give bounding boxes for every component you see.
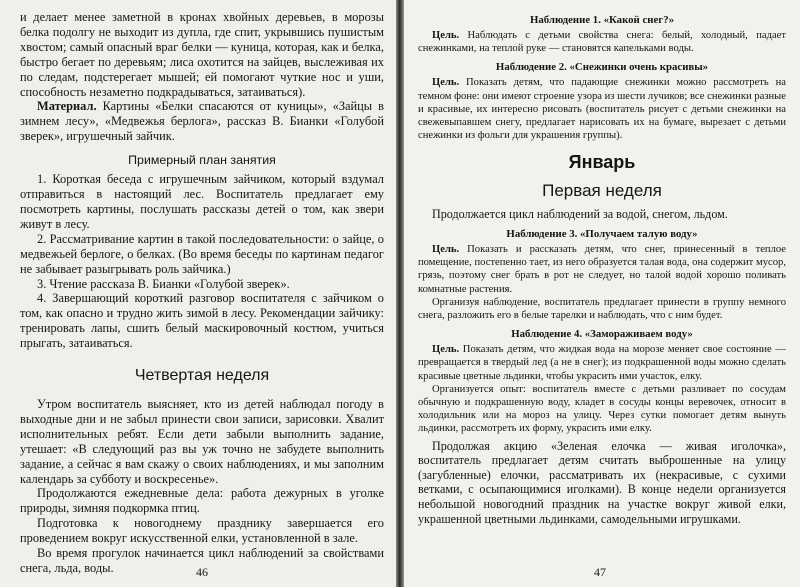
- observation-4-title: Наблюдение 4. «Замораживаем воду»: [511, 328, 693, 341]
- week-intro: Продолжается цикл наблюдений за водой, снегом, льдом.: [432, 207, 728, 222]
- material-paragraph: [20, 99, 384, 144]
- left-page: [0, 0, 396, 587]
- plan-item-2: 2. Рассматривание картин в такой последовательности: о зайце, о медвежьей берлоге, о белках. (Во время беседы по картинам педагог не забывает разыгрывать роль зайчика.): [20, 231, 384, 276]
- observation-2-title: Наблюдение 2. «Снежинки очень красивы»: [495, 61, 709, 74]
- month-heading: Январь: [568, 152, 636, 173]
- goal-text: Показать и рассказать детям, что снег, принесенный в теплое помещение, постепенно тает, из него образуется талая вода, она содержит мусор, грязь, поэтому снег брать в рот не следует, но талой водой хорошо поливать комнатные растения.: [418, 244, 786, 295]
- goal-text: Показать детям, что жидкая вода на морозе меняет свое состояние — превращается в твердый лед (а не в снег); из подкрашенной воды можно сделать красивые цветные льдинки, чтобы украсить ими участок, елку.: [418, 344, 786, 382]
- page-number: 47: [594, 565, 606, 579]
- week-heading: Четвертая неделя: [134, 367, 270, 385]
- plan-item-1: 1. Короткая беседа с игрушечным зайчиком, который вздумал отправиться в настоящий лес. Воспитатель предлагает ему посмотреть картины, послушать рассказы детей о том, как звери живут в лесу.: [20, 172, 384, 231]
- plan-item-4: 4. Завершающий короткий разговор воспитателя с зайчиком о том, как опасно и трудно жить зимой в лесу. Рекомендации зайчику: тренировать лапы, сшить белый маскировочный костюм, учиться прыгать, затаиваться.: [20, 291, 384, 351]
- observation-1-title: Наблюдение 1. «Какой снег?»: [530, 14, 674, 26]
- week-paragraph-4: Во время прогулок начинается цикл наблюдений за свойствами снега, льда, воды.: [20, 546, 384, 575]
- observation-1-goal: [418, 29, 786, 55]
- left-intro-paragraph: и делает менее заметной в кронах хвойных деревьев, в морозы белка подолгу не выходит из дупла, где спит, укрывшись пушистым хвостом; самый опасный враг белки — куница, которая, как и белка, быстро бегает по деревьям; лиса охотится на зайцев, выслеживая их по следам, подстерегает мышей; ей помогают чуткие нос и уши, способность незаметно подкрадываться, затаиваться).: [20, 10, 384, 99]
- book-gutter: [396, 0, 404, 587]
- goal-label: Цель.: [432, 30, 460, 41]
- page-number: 46: [196, 565, 208, 579]
- goal-label: Цель.: [432, 344, 460, 356]
- observation-4-extra: Организуется опыт: воспитатель вместе с детьми разливает по сосудам обычную и подкрашенную воду, кладет в сосуды концы веревочек, относит в холодильник или на мороз на улицу. Через сутки помогает детям вынуть льдинки, рассмотреть их форму, украсить ими елку.: [418, 383, 786, 435]
- week-heading: Первая неделя: [542, 181, 662, 201]
- right-page: [404, 0, 800, 587]
- goal-text: Показать детям, что падающие снежинки можно рассмотреть на темном фоне: они имеют строение узора из шести лучиков; все снежинки разные и красивые, их интересно рисовать (воспитатель рисует с детьми снежинки на свежевыпавшем снегу, предлагает нарисовать их на бумаге, вырезает с детьми снежинки из фольги для украшения группы).: [418, 77, 786, 142]
- goal-text: Наблюдать с детьми свойства снега: белый, холодный, падает снежинками, на теплой руке — становятся капельками воды.: [418, 30, 786, 55]
- plan-item-3: 3. Чтение рассказа В. Бианки «Голубой зверек».: [37, 276, 290, 291]
- week-paragraph-3: Подготовка к новогоднему празднику завершается его проведением вокруг искусственной елки, установленной в зале.: [20, 516, 384, 546]
- observation-4-goal: [418, 343, 786, 383]
- week-paragraph-2: Продолжаются ежедневные дела: работа дежурных в уголке природы, зимняя подкормка птиц.: [20, 486, 384, 516]
- goal-label: Цель.: [432, 77, 460, 89]
- observation-2-goal: [418, 76, 786, 142]
- observation-3-title: Наблюдение 3. «Получаем талую воду»: [506, 228, 698, 241]
- closing-paragraph: Продолжая акцию «Зеленая елочка — живая иголочка», воспитатель предлагает детям считать выброшенные на улицу (загубленные) елочки, рассматривать их (некрасивые, с сухими ветками, с осыпающимися иголками). В конце недели организуется небольшой новогодний праздник на участке вокруг живой елки, украшенной цветными льдинками, самодельными игрушками.: [418, 438, 786, 526]
- observation-3-extra: Организуя наблюдение, воспитатель предлагает принести в группу немного снега, разложить его в белые тарелки и наблюдать, что с ним будет.: [418, 296, 786, 322]
- observation-3-goal: [418, 243, 786, 296]
- week-paragraph-1: Утром воспитатель выясняет, кто из детей наблюдал погоду в выходные дни и не забыл принести свои записи, зарисовки. Хвалит исполнительных ребят. Если дети забыли выполнить задание, утешает: «В следующий раз вы уж точно не забудете выполнить задание, а сейчас я вам скажу о своих наблюдениях, и мы заполним календарь за субботу и воскресенье».: [20, 397, 384, 486]
- goal-label: Цель.: [432, 244, 460, 256]
- material-text: Картины «Белки спасаются от куницы», «Зайцы в зимнем лесу», «Медвежья берлога», рассказ В. Бианки «Голубой зверек», игрушечный зайчик.: [20, 99, 384, 144]
- material-label: Материал.: [37, 99, 97, 114]
- plan-heading: Примерный план занятия: [128, 153, 276, 168]
